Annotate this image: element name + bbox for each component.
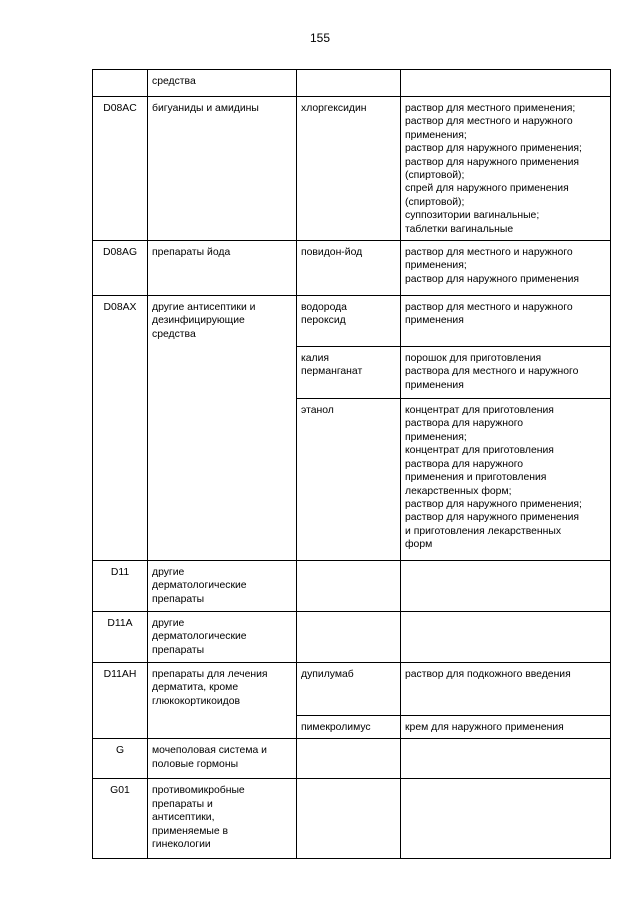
table-row [93, 70, 611, 97]
forms-cell [401, 612, 611, 663]
table-row [93, 663, 611, 716]
atc-code-cell [93, 70, 148, 97]
forms-cell: раствор для местного и наружного применения; раствор для наружного применения [401, 241, 611, 296]
group-cell: другие дерматологические препараты [148, 561, 297, 612]
table-row [93, 739, 611, 779]
page-number: 155 [309, 31, 331, 45]
forms-cell [401, 561, 611, 612]
substance-cell: пимекролимус [297, 716, 401, 739]
forms-cell [401, 70, 611, 97]
substance-cell: хлоргексидин [297, 97, 401, 241]
group-cell: бигуаниды и амидины [148, 97, 297, 241]
table-row [93, 296, 611, 347]
group-cell: мочеполовая система и половые гормоны [148, 739, 297, 779]
forms-cell: раствор для местного и наружного применения [401, 296, 611, 347]
substance-cell: калия перманганат [297, 347, 401, 399]
group-cell: препараты йода [148, 241, 297, 296]
substance-cell [297, 779, 401, 859]
atc-code-cell: D08AX [93, 296, 148, 561]
table-row [93, 241, 611, 296]
forms-cell: крем для наружного применения [401, 716, 611, 739]
table-row [93, 97, 611, 241]
table-body [93, 70, 611, 859]
substance-cell: этанол [297, 399, 401, 561]
atc-code-cell: D11AH [93, 663, 148, 739]
substance-cell [297, 561, 401, 612]
group-cell: другие антисептики и дезинфицирующие средства [148, 296, 297, 561]
atc-code-cell: G [93, 739, 148, 779]
atc-code-cell: G01 [93, 779, 148, 859]
forms-cell: раствор для местного применения; раствор для местного и наружного применения; раствор для наружного применения; раствор для наружного применения (спиртовой); спрей для наружного применения (спиртовой); суппозитории вагинальные; таблетки вагинальные [401, 97, 611, 241]
table-row [93, 561, 611, 612]
table-row [93, 612, 611, 663]
atc-code-cell: D08AC [93, 97, 148, 241]
forms-cell [401, 739, 611, 779]
group-cell: средства [148, 70, 297, 97]
substance-cell [297, 70, 401, 97]
drug-classification-table [92, 69, 611, 859]
forms-cell: раствор для подкожного введения [401, 663, 611, 716]
forms-cell [401, 779, 611, 859]
group-cell: противомикробные препараты и антисептики, применяемые в гинекологии [148, 779, 297, 859]
substance-cell: дупилумаб [297, 663, 401, 716]
atc-code-cell: D08AG [93, 241, 148, 296]
atc-code-cell: D11A [93, 612, 148, 663]
forms-cell: концентрат для приготовления раствора для наружного применения; концентрат для приготовления раствора для наружного применения и приготовления лекарственных форм; раствор для наружного применения; раствор для наружного применения и приготовления лекарственных форм [401, 399, 611, 561]
substance-cell [297, 739, 401, 779]
substance-cell: водорода пероксид [297, 296, 401, 347]
table-row [93, 779, 611, 859]
group-cell: препараты для лечения дерматита, кроме глюкокортикоидов [148, 663, 297, 739]
forms-cell: порошок для приготовления раствора для местного и наружного применения [401, 347, 611, 399]
substance-cell: повидон-йод [297, 241, 401, 296]
group-cell: другие дерматологические препараты [148, 612, 297, 663]
atc-code-cell: D11 [93, 561, 148, 612]
substance-cell [297, 612, 401, 663]
